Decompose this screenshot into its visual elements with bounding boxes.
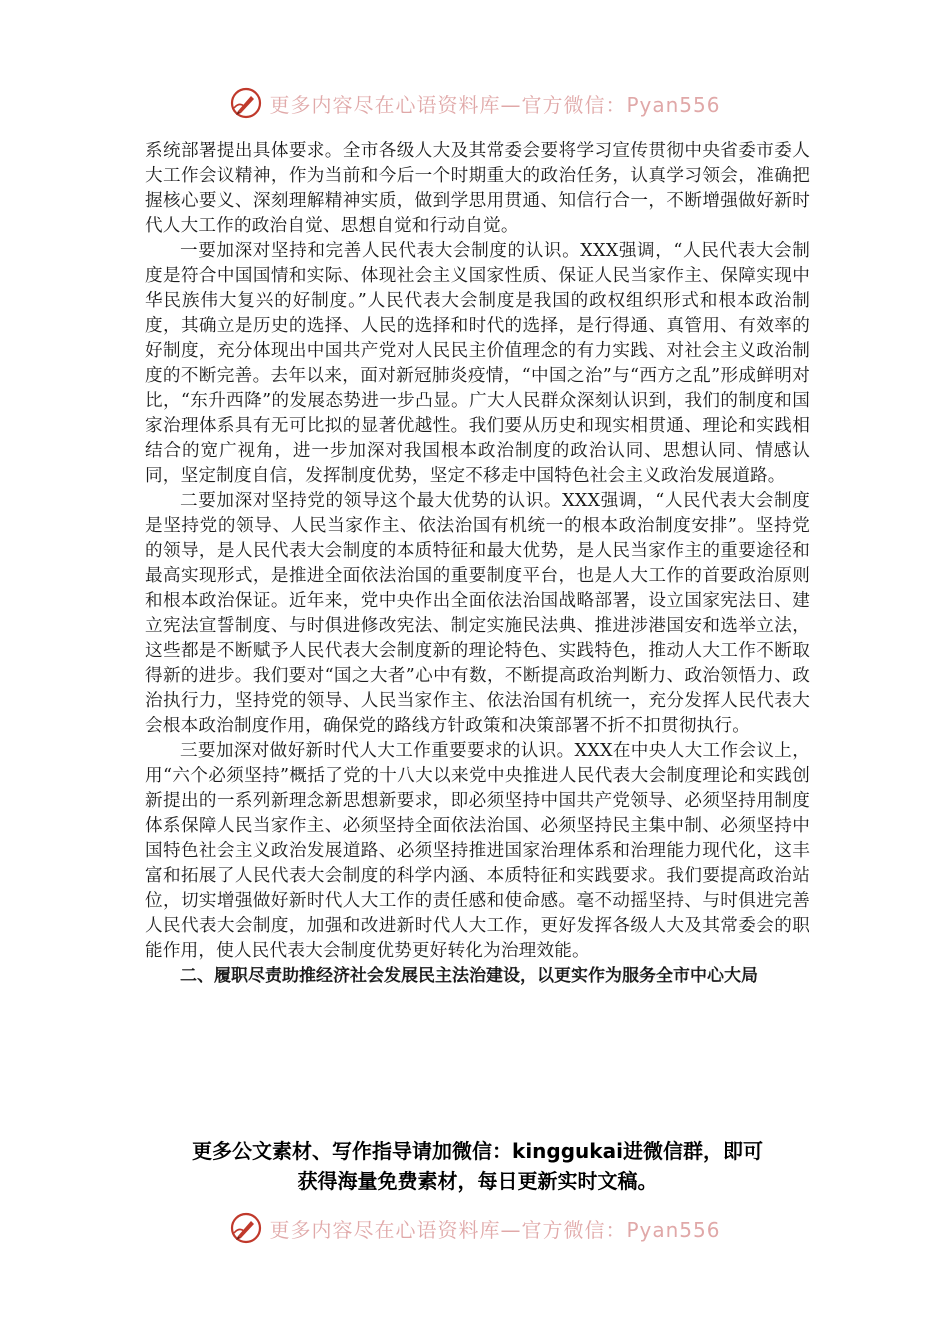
- paragraph-intro: 系统部署提出具体要求。全市各级人大及其常委会要将学习宣传贯彻中央省委市委人大工作会议精神，作为当前和今后一个时期重大的政治任务，认真学习领会，准确把握核心要义、深刻理解精神实质，做到学思用贯通、知信行合一，不断增强做好新时代人大工作的政治自觉、思想自觉和行动自觉。: [145, 141, 810, 236]
- document-body: [145, 139, 810, 989]
- paragraph-point-two: 二要加深对坚持党的领导这个最大优势的认识。XXX强调，“人民代表大会制度是坚持党的领导、人民当家作主、依法治国有机统一的根本政治制度安排”。坚持党的领导，是人民代表大会制度的本质特征和最大优势，是人民当家作主的重要途径和最高实现形式，是推进全面依法治国的重要制度平台，也是人大工作的首要政治原则和根本政治保证。近年来，党中央作出全面依法治国战略部署，设立国家宪法日、建立宪法宣誓制度、与时俱进修改宪法、制定实施民法典、推进涉港国安和选举立法，这些都是不断赋予人民代表大会制度新的理论特色、实践特色，推动人大工作不断取得新的进步。我们要对“国之大者”心中有数，不断提高政治判断力、政治领悟力、政治执行力，坚持党的领导、人民当家作主、依法治国有机统一，充分发挥人民代表大会根本政治制度作用，确保党的路线方针政策和决策部署不折不扣贯彻执行。: [145, 491, 810, 736]
- promo-line-2: 获得海量免费素材，每日更新实时文稿。: [297, 1169, 658, 1193]
- section-heading: 二、履职尽责助推经济社会发展民主法治建设，以更实作为服务全市中心大局: [180, 966, 758, 986]
- header-watermark: [0, 83, 950, 123]
- paragraph-point-one: 一要加深对坚持和完善人民代表大会制度的认识。XXX强调，“人民代表大会制度是符合中国国情和实际、体现社会主义国家性质、保证人民当家作主、保障实现中华民族伟大复兴的好制度。”人民代表大会制度是我国的政权组织形式和根本政治制度，其确立是历史的选择、人民的选择和时代的选择，是行得通、真管用、有效率的好制度，充分体现出中国共产党对人民民主价值理念的有力实践、对社会主义政治制度的不断完善。去年以来，面对新冠肺炎疫情，“中国之治”与“西方之乱”形成鲜明对比，“东升西降”的发展态势进一步凸显。广大人民群众深刻认识到，我们的制度和国家治理体系具有无可比拟的显著优越性。我们要从历史和现实相贯通、理论和实践相结合的宽广视角，进一步加深对我国根本政治制度的政治认同、思想认同、情感认同，坚定制度自信，发挥制度优势，坚定不移走中国特色社会主义政治发展道路。: [145, 241, 810, 486]
- paragraph-point-three: 三要加深对做好新时代人大工作重要要求的认识。XXX在中央人大工作会议上，用“六个必须坚持”概括了党的十八大以来党中央推进人民代表大会制度理论和实践创新提出的一系列新理念新思想新要求，即必须坚持中国共产党领导、必须坚持用制度体系保障人民当家作主、必须坚持全面依法治国、必须坚持民主集中制、必须坚持中国特色社会主义政治发展道路、必须坚持推进国家治理体系和治理能力现代化，这丰富和拓展了人民代表大会制度的科学内涵、本质特征和实践要求。我们要提高政治站位，切实增强做好新时代人大工作的责任感和使命感。毫不动摇坚持、与时俱进完善人民代表大会制度，加强和改进新时代人大工作，更好发挥各级人大及其常委会的职能作用，使人民代表大会制度优势更好转化为治理效能。: [145, 741, 810, 961]
- pen-logo-icon: [229, 86, 263, 120]
- watermark-text: 更多内容尽在心语资料库—官方微信：Pyan556: [269, 1217, 721, 1242]
- watermark-text: 更多内容尽在心语资料库—官方微信：Pyan556: [269, 92, 721, 117]
- promo-notice: [145, 1136, 810, 1196]
- promo-line-1: 更多公文素材、写作指导请加微信：kinggukai进微信群，即可: [192, 1139, 763, 1163]
- footer-watermark: [0, 1208, 950, 1248]
- pen-logo-icon: [229, 1211, 263, 1245]
